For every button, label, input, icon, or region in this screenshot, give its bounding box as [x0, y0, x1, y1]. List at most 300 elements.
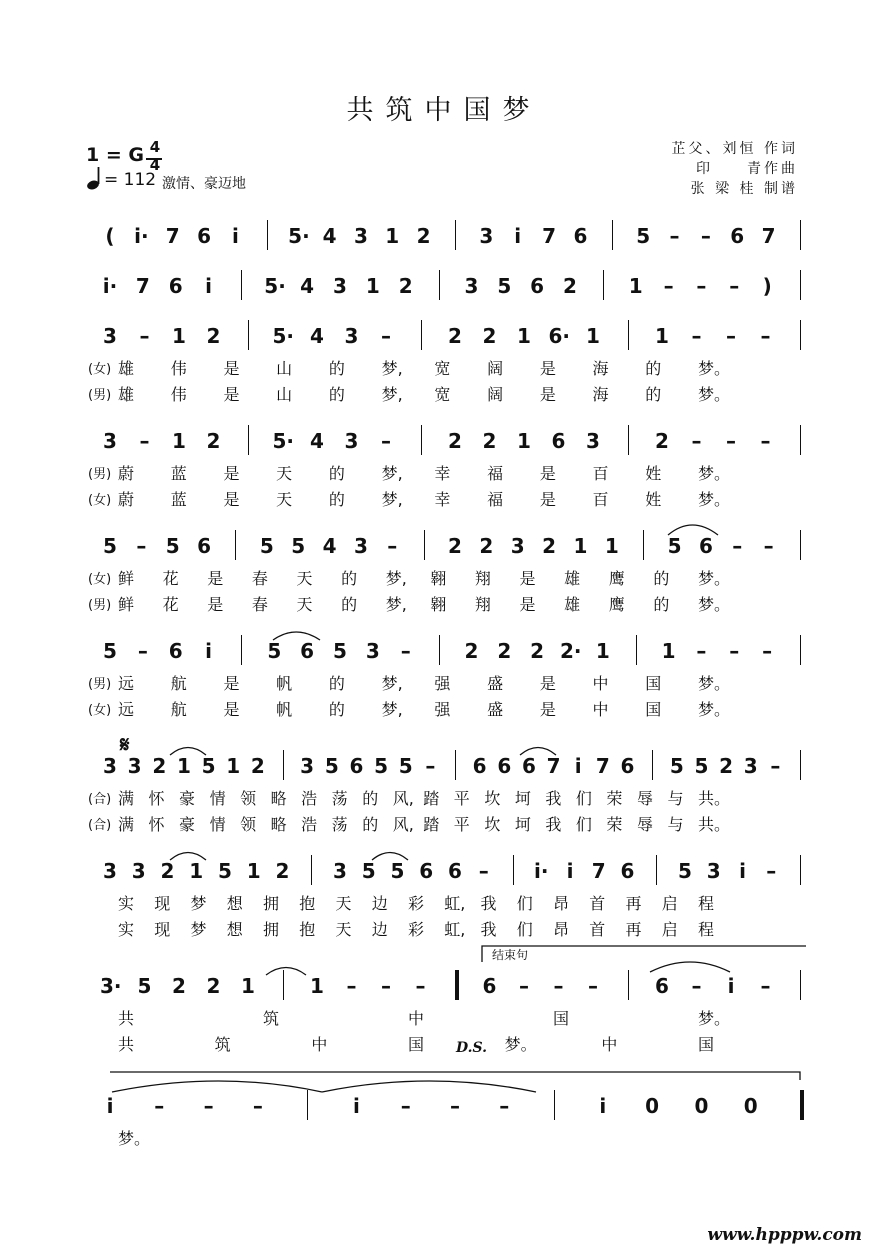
- note: 5: [103, 534, 117, 558]
- lyric-syllable: 的: [328, 490, 345, 509]
- note: i: [566, 859, 574, 883]
- note: 3: [586, 429, 600, 453]
- lyric-syllable: 蓝: [170, 464, 187, 483]
- note: 2: [655, 429, 669, 453]
- composer-credit: 印 青作曲: [696, 161, 798, 177]
- note: 5·: [272, 324, 295, 348]
- note: 6: [300, 639, 315, 663]
- note: 2: [448, 534, 462, 558]
- note: 2: [275, 859, 290, 883]
- lyric-syllable: 中: [592, 700, 609, 719]
- note: 6: [551, 429, 566, 453]
- note: 2: [497, 639, 512, 663]
- lyric-syllable: 的: [645, 385, 662, 404]
- note: i: [739, 859, 746, 883]
- lyric-syllable: 是: [539, 700, 556, 719]
- lyric-syllable: 帆: [276, 700, 293, 719]
- lyric-syllable: 中: [592, 674, 609, 693]
- lyric-syllable: 是: [539, 385, 556, 404]
- lyric-syllable: 的: [328, 674, 345, 693]
- note: 7: [135, 274, 150, 298]
- lyric-syllable: 领: [240, 789, 257, 808]
- note: 3·: [100, 974, 122, 998]
- lyric-syllable: 我: [545, 815, 562, 834]
- lyric-syllable: 们: [516, 894, 533, 913]
- lyric-syllable: 雄: [564, 569, 581, 588]
- note: 6: [530, 274, 545, 298]
- note: 1: [385, 224, 400, 248]
- note: 2: [448, 429, 462, 453]
- note: 5: [291, 534, 306, 558]
- note: –: [136, 534, 147, 558]
- voice-part-label: (男): [88, 677, 112, 692]
- note: i·: [134, 224, 149, 248]
- lyric-syllable: 想: [226, 894, 243, 913]
- lyric-syllable: 远: [118, 700, 135, 719]
- note: 3: [353, 224, 368, 248]
- note: 6: [482, 974, 497, 998]
- lyric-syllable: 海: [592, 359, 609, 378]
- lyric-syllable: 鹰: [608, 595, 625, 614]
- note: 3: [706, 859, 721, 883]
- note: 2: [398, 274, 413, 298]
- lyric-syllable: 荣: [606, 789, 623, 808]
- lyric-syllable: 的: [362, 789, 379, 808]
- lyric-syllable: 略: [270, 815, 287, 834]
- lyric-syllable: 拥: [263, 894, 280, 913]
- lyric-syllable: 帆: [276, 674, 293, 693]
- lyric-syllable: 梦,: [381, 674, 403, 693]
- lyric-syllable: 梦。: [698, 359, 731, 378]
- lyric-syllable: 山: [276, 359, 293, 378]
- lyric-syllable: 梦。: [698, 490, 731, 509]
- note: –: [726, 429, 736, 453]
- note: –: [381, 324, 391, 348]
- lyric-syllable: 海: [592, 385, 609, 404]
- note: 2: [719, 754, 734, 778]
- note: 2: [530, 639, 545, 663]
- note: 3: [127, 754, 142, 778]
- lyric-syllable: 梦。: [698, 1009, 731, 1028]
- note: –: [588, 974, 598, 998]
- note: –: [400, 1094, 411, 1118]
- lyric-syllable: 中: [408, 1009, 425, 1028]
- lyric-syllable: 共。: [698, 789, 731, 808]
- lyric-syllable: 鹰: [608, 569, 625, 588]
- lyric-syllable: 宽: [434, 359, 451, 378]
- lyric-syllable: 我: [480, 920, 497, 939]
- lyric-syllable: 是: [223, 700, 240, 719]
- lyric-syllable: 坷: [514, 815, 531, 834]
- lyric-syllable: 天: [296, 595, 313, 614]
- note: 2: [482, 324, 497, 348]
- lyric-syllable: 梦。: [698, 595, 731, 614]
- note: –: [154, 1094, 165, 1118]
- lyric-syllable: 辱: [636, 815, 653, 834]
- note: 6: [472, 754, 487, 778]
- lyric-syllable: 彩: [408, 920, 425, 939]
- lyric-syllable: 坷: [514, 789, 531, 808]
- lyric-syllable: 共: [118, 1009, 135, 1028]
- note: –: [691, 974, 702, 998]
- note: i: [205, 274, 212, 298]
- note: –: [663, 274, 674, 298]
- note: 2: [482, 429, 497, 453]
- lyric-syllable: 荡: [331, 815, 348, 834]
- lyric-syllable: 梦。: [698, 700, 731, 719]
- lyric-syllable: 风,: [392, 815, 414, 834]
- note: i: [514, 224, 522, 248]
- lyric-syllable: 是: [539, 359, 556, 378]
- note: 6: [573, 224, 588, 248]
- note: 5: [636, 224, 651, 248]
- lyric-syllable: 是: [223, 490, 240, 509]
- lyric-syllable: 伟: [170, 385, 187, 404]
- lyric-syllable: 略: [270, 789, 287, 808]
- lyric-syllable: 的: [341, 569, 358, 588]
- time-sig-bottom: 4: [149, 156, 161, 174]
- key-signature: 1 = G: [86, 144, 144, 166]
- lyric-syllable: 梦。: [698, 674, 731, 693]
- lyric-syllable: 启: [661, 920, 678, 939]
- note: –: [381, 974, 391, 998]
- lyric-syllable: 虹,: [444, 920, 466, 939]
- note: –: [726, 324, 736, 348]
- lyric-syllable: 梦: [190, 894, 207, 913]
- lyric-syllable: 梦,: [381, 359, 403, 378]
- note: 5: [333, 639, 347, 663]
- lyric-syllable: 首: [589, 894, 606, 913]
- note: 5: [218, 859, 232, 883]
- lyric-syllable: 领: [240, 815, 257, 834]
- note: 7: [546, 754, 561, 778]
- note: 3: [103, 754, 117, 778]
- note: i: [232, 224, 239, 248]
- lyric-syllable: 梦,: [381, 700, 403, 719]
- lyric-syllable: 是: [223, 674, 240, 693]
- lyric-syllable: 幸: [434, 490, 451, 509]
- lyric-syllable: 浩: [301, 815, 318, 834]
- note: 2: [448, 324, 462, 348]
- note: –: [137, 639, 148, 663]
- arranger-credit: 张 梁 桂 制谱: [690, 181, 798, 197]
- lyric-syllable: 国: [645, 674, 662, 693]
- note: 5·: [288, 224, 310, 248]
- lyric-syllable: 的: [328, 700, 345, 719]
- note: 4: [322, 224, 337, 248]
- lyric-syllable: 共: [118, 1035, 135, 1054]
- note: i: [727, 974, 735, 998]
- lyric-syllable: 的: [653, 595, 670, 614]
- lyric-syllable: 是: [519, 569, 536, 588]
- lyric-syllable: 国: [408, 1035, 425, 1054]
- note: 5·: [264, 274, 286, 298]
- note: 0: [743, 1094, 758, 1118]
- note: 1: [517, 324, 531, 348]
- note: 6: [655, 974, 669, 998]
- note: 5: [694, 754, 709, 778]
- note: –: [732, 534, 743, 558]
- note: 1: [604, 534, 619, 558]
- note: 5: [361, 859, 376, 883]
- note: 1: [189, 859, 204, 883]
- note: ): [762, 274, 772, 298]
- note: –: [729, 639, 740, 663]
- lyric-syllable: 梦。: [504, 1035, 537, 1054]
- note: 2: [250, 754, 265, 778]
- lyric-syllable: 梦,: [381, 464, 403, 483]
- note: –: [203, 1094, 214, 1118]
- lyric-syllable: 的: [341, 595, 358, 614]
- lyric-syllable: 共。: [698, 815, 731, 834]
- lyric-syllable: 中: [601, 1035, 618, 1054]
- note: –: [762, 639, 773, 663]
- lyric-syllable: 阔: [487, 359, 504, 378]
- lyric-syllable: 梦。: [118, 1129, 151, 1148]
- note: 1: [595, 639, 610, 663]
- note: 2: [416, 224, 431, 248]
- note: 1: [365, 274, 380, 298]
- note: 2: [464, 639, 479, 663]
- note: 2: [160, 859, 175, 883]
- note: 2: [206, 324, 221, 348]
- lyric-syllable: 的: [328, 385, 345, 404]
- note: –: [252, 1094, 263, 1118]
- lyric-syllable: 昂: [553, 894, 570, 913]
- note: 5: [667, 534, 682, 558]
- note: 5: [324, 754, 339, 778]
- lyric-syllable: 是: [539, 674, 556, 693]
- ending-label: 结束句: [492, 948, 529, 962]
- note: 1: [661, 639, 676, 663]
- lyric-syllable: 百: [592, 464, 609, 483]
- lyric-syllable: 翔: [474, 595, 491, 614]
- lyric-syllable: 强: [434, 674, 451, 693]
- note: 6: [197, 224, 212, 248]
- lyric-syllable: 与: [667, 815, 684, 834]
- note: 3: [131, 859, 146, 883]
- note: –: [425, 754, 436, 778]
- note: 5: [103, 639, 117, 663]
- note: 6·: [548, 324, 571, 348]
- lyricist-credit: 芷父、刘恒 作词: [671, 141, 798, 157]
- note: –: [519, 974, 529, 998]
- lyric-syllable: 是: [539, 490, 556, 509]
- lyric-syllable: 雄: [118, 359, 135, 378]
- lyric-syllable: 荡: [331, 789, 348, 808]
- expression-marking: 激情、豪迈地: [162, 176, 246, 192]
- note: 4: [310, 324, 324, 348]
- lyric-syllable: 强: [434, 700, 451, 719]
- lyric-syllable: 福: [487, 490, 504, 509]
- lyric-syllable: 姓: [645, 490, 662, 509]
- note: 5: [398, 754, 413, 778]
- lyric-syllable: 的: [328, 464, 345, 483]
- lyric-syllable: 怀: [148, 789, 165, 808]
- lyric-syllable: 鲜: [118, 595, 135, 614]
- note: 3: [365, 639, 380, 663]
- note: 3: [479, 224, 494, 248]
- lyric-syllable: 情: [209, 789, 226, 808]
- lyric-syllable: 天: [335, 894, 352, 913]
- lyric-syllable: 满: [118, 815, 135, 834]
- note: –: [669, 224, 680, 248]
- lyric-syllable: 是: [207, 595, 224, 614]
- ds-marking: D.S.: [456, 1040, 488, 1056]
- note: –: [400, 639, 411, 663]
- lyric-syllable: 们: [575, 789, 592, 808]
- voice-part-label: (男): [88, 388, 112, 403]
- note: i: [599, 1094, 607, 1118]
- lyric-syllable: 边: [371, 894, 388, 913]
- lyric-syllable: 国: [645, 700, 662, 719]
- lyric-syllable: 程: [698, 920, 715, 939]
- note: 7: [165, 224, 180, 248]
- lyric-syllable: 豪: [179, 815, 196, 834]
- note: i: [205, 639, 212, 663]
- tempo-marking: = 112: [104, 170, 157, 190]
- voice-part-label: (合): [88, 792, 112, 807]
- lyric-syllable: 彩: [408, 894, 425, 913]
- note: 4: [322, 534, 337, 558]
- note: 3: [103, 859, 117, 883]
- note: 3: [464, 274, 479, 298]
- website-watermark: www.hpppw.com: [707, 1225, 862, 1245]
- note: i·: [534, 859, 549, 883]
- note: 2: [479, 534, 494, 558]
- lyric-syllable: 的: [645, 359, 662, 378]
- lyric-syllable: 踏: [423, 815, 440, 834]
- note: 5: [374, 754, 389, 778]
- time-sig-top: 4: [149, 138, 161, 156]
- voice-part-label: (男): [88, 467, 112, 482]
- note: i: [106, 1094, 114, 1118]
- lyric-syllable: 筑: [214, 1035, 231, 1054]
- note: 4: [300, 274, 315, 298]
- note: 3: [103, 324, 117, 348]
- lyric-syllable: 的: [653, 569, 670, 588]
- note: 3: [333, 274, 347, 298]
- note: 5: [678, 859, 692, 883]
- lyric-syllable: 福: [487, 464, 504, 483]
- lyric-syllable: 现: [154, 894, 171, 913]
- lyric-syllable: 梦。: [698, 569, 731, 588]
- note: i·: [102, 274, 118, 298]
- note: –: [450, 1094, 460, 1118]
- lyric-syllable: 梦,: [385, 569, 407, 588]
- lyric-syllable: 国: [698, 1035, 715, 1054]
- note: 6: [698, 534, 713, 558]
- note: 1: [573, 534, 588, 558]
- note: 3: [510, 534, 525, 558]
- voice-part-label: (合): [88, 818, 112, 833]
- note: 3: [344, 324, 359, 348]
- lyric-syllable: 翱: [430, 569, 447, 588]
- note: 1: [172, 324, 186, 348]
- note: 1: [586, 324, 600, 348]
- song-title: 共筑中国梦: [346, 95, 542, 126]
- lyric-syllable: 是: [223, 385, 240, 404]
- lyric-syllable: 花: [162, 595, 179, 614]
- voice-part-label: (女): [88, 572, 112, 587]
- lyric-syllable: 豪: [179, 789, 196, 808]
- lyric-syllable: 实: [118, 894, 135, 913]
- note: –: [760, 974, 771, 998]
- note: 0: [694, 1094, 709, 1118]
- note: 5: [137, 974, 152, 998]
- lyric-syllable: 抱: [299, 894, 316, 913]
- note: –: [478, 859, 489, 883]
- note: –: [415, 974, 426, 998]
- note: 1: [176, 754, 191, 778]
- note: 7: [542, 224, 557, 248]
- note: 5: [497, 274, 512, 298]
- lyric-syllable: 虹,: [444, 894, 466, 913]
- note: –: [691, 429, 702, 453]
- lyric-syllable: 中: [311, 1035, 328, 1054]
- lyric-syllable: 春: [251, 595, 268, 614]
- note: 6: [620, 754, 635, 778]
- lyric-syllable: 花: [162, 569, 179, 588]
- note: –: [346, 974, 357, 998]
- note: 6: [497, 754, 512, 778]
- segno-sign: 𝄋: [120, 733, 130, 758]
- lyric-syllable: 鲜: [118, 569, 135, 588]
- note: 6: [197, 534, 212, 558]
- lyric-syllable: 雄: [118, 385, 135, 404]
- lyric-syllable: 天: [276, 490, 293, 509]
- note: 1: [172, 429, 186, 453]
- note: 2: [152, 754, 167, 778]
- voice-part-label: (女): [88, 703, 112, 718]
- lyric-syllable: 翱: [430, 595, 447, 614]
- lyric-syllable: 梦,: [385, 595, 407, 614]
- note: –: [760, 324, 771, 348]
- note: 3: [103, 429, 117, 453]
- note: –: [729, 274, 740, 298]
- lyric-syllable: 满: [118, 789, 135, 808]
- note: 6: [620, 859, 635, 883]
- note: 1: [628, 274, 643, 298]
- note: 2: [206, 974, 221, 998]
- note: 6: [448, 859, 462, 883]
- note: 4: [310, 429, 324, 453]
- note: –: [139, 324, 150, 348]
- note: –: [700, 224, 711, 248]
- note: –: [770, 754, 781, 778]
- note: 5: [267, 639, 282, 663]
- lyric-syllable: 梦。: [698, 385, 731, 404]
- note: 2·: [560, 639, 582, 663]
- note: 2: [542, 534, 557, 558]
- lyric-syllable: 国: [553, 1009, 570, 1028]
- lyric-syllable: 盛: [487, 700, 504, 719]
- lyric-syllable: 盛: [487, 674, 504, 693]
- note: 5·: [272, 429, 295, 453]
- note: 6: [521, 754, 536, 778]
- note: 1: [310, 974, 324, 998]
- lyric-syllable: 辱: [636, 789, 653, 808]
- lyric-syllable: 是: [519, 595, 536, 614]
- lyric-syllable: 再: [625, 894, 642, 913]
- lyric-syllable: 现: [154, 920, 171, 939]
- note: 0: [645, 1094, 660, 1118]
- lyric-syllable: 是: [223, 359, 240, 378]
- lyric-syllable: 筑: [263, 1009, 280, 1028]
- note: 1: [246, 859, 261, 883]
- lyric-syllable: 远: [118, 674, 135, 693]
- lyric-syllable: 航: [170, 674, 187, 693]
